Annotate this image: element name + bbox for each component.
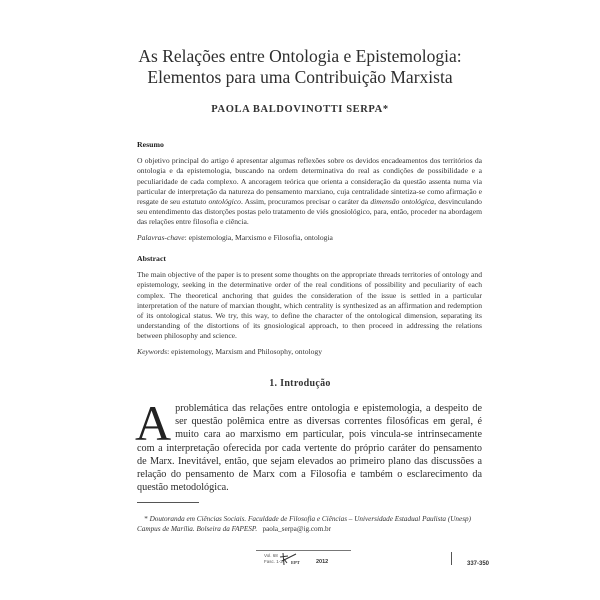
page-range: 337-350 <box>467 561 490 567</box>
resumo-text-1: O objetivo principal do artigo é apresentar algumas reflexões sobre os devidos encadeamentos dos territórios da ontologia e da epistemologia, buscando na ordem determinativa do real as condições de possibilidade e a peculiaridade de cada complexo. A ancoragem teórica que orienta a consideração da questão assenta numa via particular de interpretação da natureza do pensamento marxiano, cuja centralidade sintetiza-se como afirmação e resgate de seu <box>137 156 482 207</box>
footnote <box>137 514 482 534</box>
resumo-text <box>137 156 482 227</box>
footnote-email[interactable]: paola_serpa@ig.com.br <box>262 525 332 533</box>
fascicle-number: Fasc. 1-2 <box>264 559 283 564</box>
footnote-divider <box>137 502 199 503</box>
resumo-italic-2: dimensão ontológica <box>370 197 435 207</box>
abstract-section <box>137 254 482 357</box>
abstract-keywords <box>137 347 482 357</box>
title-line-2: Elementos para uma Contribuição Marxista <box>147 67 453 87</box>
volume-number: Vol. 68 <box>264 553 278 558</box>
footnote-text: Doutoranda em Ciências Sociais. Faculdade de Filosofia e Ciências – Universidade Estadual Paulista (Unesp) Campus de Marília. Bolseira da FAPESP. <box>137 515 471 533</box>
abstract-text: The main objective of the paper is to present some thoughts on the appropriate threads territories of ontology and epistemology, seeking in the determinative order of the real conditions of possibility and peculiarity of each complex. The theoretical anchoring that guides the consideration of the issue is settled in a particular interpretation of the nature of marxian thought, which centrality is synthesized as an affirmation and redemption of its ontological status. We try, this way, to define the character of the ontological dimension, separating its understanding of the distortions of its gnosiological approach, to then proceed in addressing the relations between philosophy and science. <box>137 270 482 341</box>
title-line-1: As Relações entre Ontologia e Epistemologia: <box>138 46 462 66</box>
author-name: PAOLA BALDOVINOTTI SERPA* <box>211 104 389 115</box>
footnote-marker: * <box>144 515 148 523</box>
resumo-heading: Resumo <box>137 140 164 149</box>
introduction-text: problemática das relações entre ontologia e epistemologia, a despeito de ser questão polêmica entre as diversas correntes filosóficas em geral, é muito cara ao marxismo em particular, pois vincula-se intrinsecamente com a interpretação oferecida por cada vertente do próprio caráter do pensamento de Marx. Inevitável, então, que sejam elevados ao primeiro plano das discussões a relação do pensamento de Marx com a Filosofia e também o esclarecimento da questão metodológica. <box>137 403 482 494</box>
resumo-italic-1: estatuto ontológico <box>182 197 241 207</box>
publication-year: 2012 <box>316 559 329 565</box>
paper-title <box>0 46 600 88</box>
resumo-text-2: . Assim, procuramos precisar o caráter da <box>240 197 371 207</box>
resumo-text-3: , desvinculando seu entendimento das distorções postas pelo tratamento de viés gnosiológico, para, então, proceder na abordagem das relações entre filosofia e ciência. <box>137 197 482 227</box>
footer-vertical-rule <box>451 552 452 565</box>
introduction-paragraph <box>135 395 482 494</box>
abstract-keywords-label: Keywords <box>137 346 168 356</box>
resumo-section <box>137 140 482 243</box>
resumo-keywords-value: : epistemologia, Marxismo e Filosofia, ontologia <box>184 232 333 242</box>
abstract-keywords-value: : epistemology, Marxism and Philosophy, ontology <box>167 346 322 356</box>
abstract-heading: Abstract <box>137 254 167 263</box>
journal-logo-text: EPT <box>291 560 300 565</box>
resumo-keywords-label: Palavras-chave <box>137 232 185 242</box>
section-heading-introduction: 1. Introdução <box>269 378 331 389</box>
resumo-keywords <box>137 233 482 243</box>
drop-cap: A <box>135 395 172 451</box>
footer-divider <box>256 550 351 551</box>
